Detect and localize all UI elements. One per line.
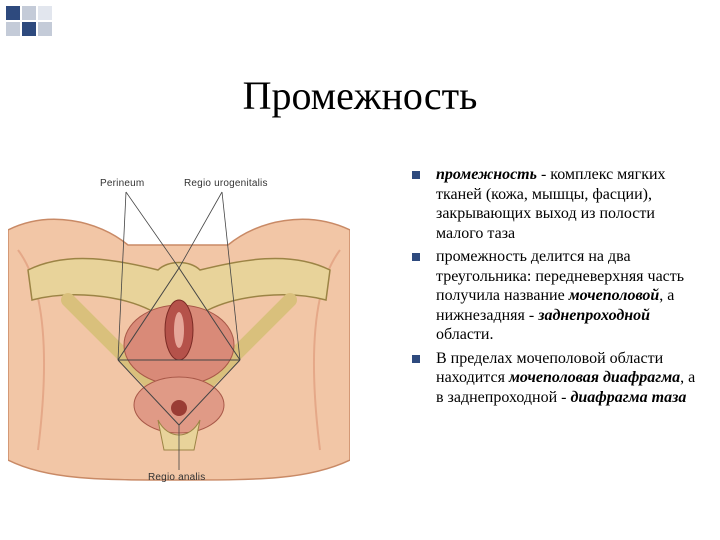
square-bullet-icon xyxy=(412,355,420,363)
term-urogenital-diaphragm: мочеполовая диафрагма xyxy=(508,369,681,386)
bullet-text xyxy=(436,166,666,242)
label-regio-urogenitalis: Regio urogenitalis xyxy=(184,178,268,189)
term-pelvic-diaphragm: диафрагма таза xyxy=(570,388,687,406)
bullet-list xyxy=(410,165,700,411)
square-bullet-icon xyxy=(412,253,420,261)
bullet-item xyxy=(410,349,700,408)
anatomy-drawing xyxy=(8,150,350,490)
bullet-item xyxy=(410,165,700,243)
bullet-item xyxy=(410,247,700,345)
text-segment: области. xyxy=(436,326,494,343)
text-segment: промежность делится на два треугольника: передневерхняя часть получила название xyxy=(436,248,685,304)
label-regio-analis: Regio analis xyxy=(148,472,206,483)
perineum-illustration xyxy=(8,150,350,490)
definition-text: - комплекс мягких тканей (кожа, мышцы, фасции), закрывающих выход из полости малого таза xyxy=(436,166,666,242)
slide-title: Промежность xyxy=(242,73,478,118)
bullet-text xyxy=(436,350,695,406)
term-anal: заднепроходной xyxy=(538,306,651,324)
term-urogenital: мочеполовой xyxy=(568,287,660,304)
text-segment: В пределах мочеполовой области находится xyxy=(436,349,664,386)
bullet-text xyxy=(436,248,684,343)
label-perineum: Perineum xyxy=(100,178,145,189)
corner-decoration xyxy=(6,6,66,46)
text-segment: , а нижнезадняя - xyxy=(436,287,675,324)
square-bullet-icon xyxy=(412,171,420,179)
term-perineum: промежность xyxy=(436,166,537,183)
text-segment: , а в заднепроходной - xyxy=(436,369,696,406)
